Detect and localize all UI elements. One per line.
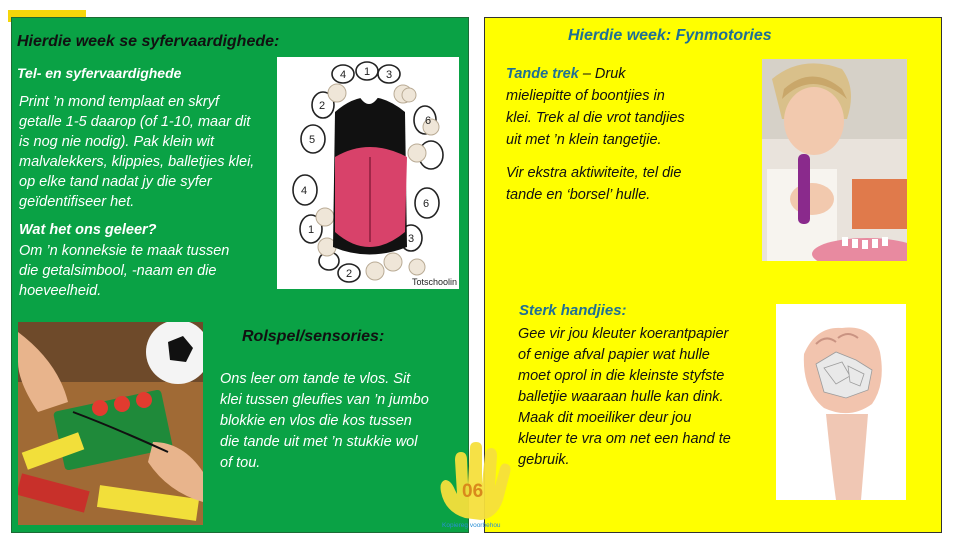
activity-line: mieliepitte of boontjies in (506, 88, 665, 104)
instruction-line: getalle 1-5 daarop (of 1-10, maar dit (19, 114, 251, 130)
activity-line (506, 64, 626, 85)
strong-hands-line: balletjie waaraan hulle kan dink. (518, 389, 724, 405)
tooth-number-label: 6 (423, 198, 430, 210)
instruction-line: op elke tand nadat jy die syfer (19, 174, 212, 190)
roleplay-heading: Rolspel/sensories: (242, 328, 385, 345)
copyright-notice: Kopiereg voorbehou (442, 522, 501, 529)
strong-hands-line: gebruik. (518, 452, 570, 468)
extra-line: Vir ekstra aktiwiteite, tel die (506, 165, 682, 181)
learned-line: Om ’n konneksie te maak tussen (19, 243, 230, 259)
activity-line-text: – Druk (578, 66, 626, 82)
page-number: 06 (462, 481, 484, 502)
tooth-number-label: 6 (425, 115, 432, 127)
strong-hands-heading: Sterk handjies: (519, 302, 627, 319)
roleplay-line: of tou. (220, 455, 261, 471)
tooth-number-label: 2 (319, 100, 326, 112)
tooth-number-label: 4 (301, 185, 308, 197)
numeracy-heading: Hierdie week se syfervaardighede: (17, 33, 280, 50)
roleplay-line: klei tussen gleufies van ’n jumbo (220, 392, 429, 408)
roleplay-line: Ons leer om tande te vlos. Sit (220, 371, 411, 387)
tooth-pulling-photo (762, 59, 907, 261)
extra-line: tande en ‘borsel’ hulle. (506, 187, 651, 203)
instruction-line: is nog nie nodig). Pak klein wit (19, 134, 215, 150)
strong-hands-line: of enige afval papier wat hulle (518, 347, 710, 363)
instruction-line: geïdentifiseer het. (19, 194, 135, 210)
mouth-template-image (277, 57, 459, 289)
strong-hands-line: kleuter te vra om net een hand te (518, 431, 731, 447)
tooth-number-label: 3 (386, 69, 393, 81)
tooth-number-label: 3 (408, 233, 415, 245)
roleplay-line: die tande uit met ’n stukkie wol (220, 434, 418, 450)
learned-line: hoeveelheid. (19, 283, 102, 299)
numeracy-subheading: Tel- en syfervaardighede (17, 65, 182, 81)
flossing-photo (18, 322, 203, 525)
tooth-number-label: 5 (309, 134, 316, 146)
instruction-line: malvalekkers, klippies, balletjies klei, (19, 154, 255, 170)
learned-line: die getalsimbool, -naam en die (19, 263, 217, 279)
tooth-number-label: 4 (340, 69, 347, 81)
instruction-line: Print ’n mond templaat en skryf (19, 94, 219, 110)
tooth-number-label: 1 (364, 66, 371, 78)
strong-hands-line: moet oprol in die kleinste styfste (518, 368, 725, 384)
crumpled-paper-photo (776, 304, 906, 500)
mouth-watermark: Totschoolin (412, 277, 458, 287)
activity-line: uit met ’n klein tangetjie. (506, 132, 662, 148)
strong-hands-line: Maak dit moeiliker deur jou (518, 410, 692, 426)
strong-hands-line: Gee vir jou kleuter koerantpapier (518, 326, 729, 342)
roleplay-line: blokkie en vlos die kos tussen (220, 413, 412, 429)
activity-line: klei. Trek al die vrot tandjies (506, 110, 685, 126)
tooth-number-label: 2 (346, 268, 353, 280)
learned-heading: Wat het ons geleer? (19, 222, 157, 238)
tooth-number-label: 1 (308, 224, 315, 236)
activity-title: Tande trek (506, 66, 579, 82)
fine-motor-heading: Hierdie week: Fynmotories (568, 27, 772, 44)
